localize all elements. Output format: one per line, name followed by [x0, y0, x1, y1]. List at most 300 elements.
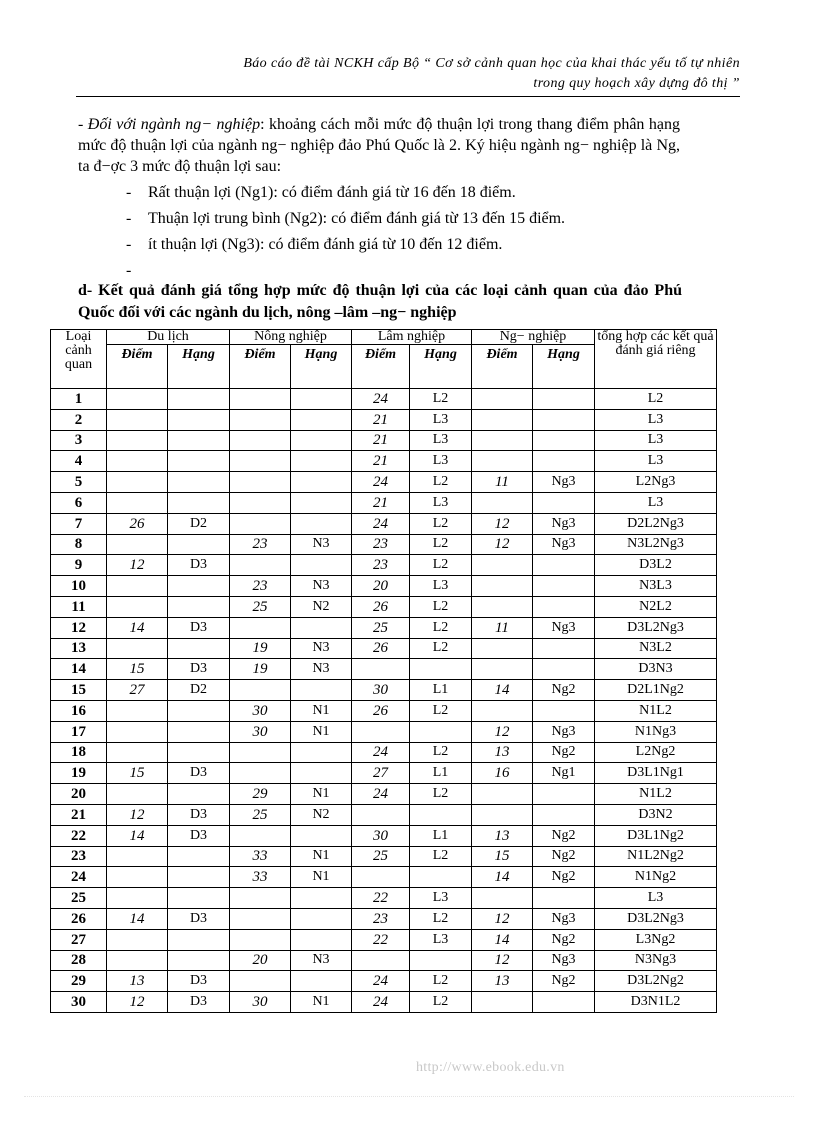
table-cell: 26: [352, 596, 410, 617]
table-cell: [472, 992, 533, 1013]
table-cell: [472, 638, 533, 659]
table-cell: 28: [51, 950, 107, 971]
table-cell: 27: [107, 680, 168, 701]
table-cell: 3: [51, 430, 107, 451]
table-cell: [107, 576, 168, 597]
table-cell: L3: [410, 888, 472, 909]
table-cell: [168, 492, 230, 513]
table-cell: 1: [51, 389, 107, 410]
table-cell: [230, 409, 291, 430]
table-cell: L3: [410, 451, 472, 472]
table-cell: 26: [352, 638, 410, 659]
table-cell: N1L2: [595, 784, 717, 805]
table-cell: [472, 430, 533, 451]
table-cell: D3L1Ng1: [595, 763, 717, 784]
table-cell: D3L2Ng2: [595, 971, 717, 992]
table-cell: L3: [410, 409, 472, 430]
table-row: [51, 617, 717, 638]
group-ngu-nghiep: Ng− nghiệp: [472, 330, 595, 345]
table-cell: N1Ng3: [595, 721, 717, 742]
table-cell: [472, 700, 533, 721]
table-cell: [410, 950, 472, 971]
table-cell: 9: [51, 555, 107, 576]
table-cell: [533, 888, 595, 909]
table-cell: [291, 680, 352, 701]
table-row: [51, 700, 717, 721]
table-row: [51, 430, 717, 451]
table-cell: L2: [410, 846, 472, 867]
table-cell: 22: [352, 929, 410, 950]
table-cell: Ng2: [533, 680, 595, 701]
table-cell: 24: [352, 513, 410, 534]
table-cell: D3: [168, 825, 230, 846]
table-cell: [472, 409, 533, 430]
col-tong-hop: tổng hợp các kết quả đánh giá riêng: [595, 330, 717, 389]
table-cell: 30: [230, 700, 291, 721]
table-cell: 30: [352, 825, 410, 846]
bullet-dash: -: [126, 210, 132, 227]
table-cell: 12: [107, 804, 168, 825]
results-table: [50, 329, 717, 1013]
table-cell: [230, 451, 291, 472]
table-cell: L2: [410, 472, 472, 493]
table-cell: Ng3: [533, 617, 595, 638]
table-cell: [472, 451, 533, 472]
table-cell: 13: [472, 971, 533, 992]
table-cell: N1Ng2: [595, 867, 717, 888]
table-cell: D3N3: [595, 659, 717, 680]
table-cell: 33: [230, 867, 291, 888]
table-cell: [472, 492, 533, 513]
table-row: [51, 513, 717, 534]
table-cell: [291, 430, 352, 451]
table-cell: 27: [51, 929, 107, 950]
table-cell: N3: [291, 950, 352, 971]
table-cell: D2L2Ng3: [595, 513, 717, 534]
table-cell: [107, 784, 168, 805]
table-cell: Ng3: [533, 950, 595, 971]
table-cell: 24: [352, 472, 410, 493]
table-cell: [230, 492, 291, 513]
table-cell: [230, 763, 291, 784]
table-cell: N3Ng3: [595, 950, 717, 971]
table-cell: [107, 867, 168, 888]
table-cell: 10: [51, 576, 107, 597]
table-cell: 24: [352, 784, 410, 805]
table-cell: 16: [472, 763, 533, 784]
table-cell: N3: [291, 534, 352, 555]
table-cell: [107, 700, 168, 721]
intro-lead: - Đối với ngành ng− nghiệp: [78, 116, 261, 133]
table-cell: [291, 908, 352, 929]
table-cell: 12: [472, 908, 533, 929]
table-row: [51, 472, 717, 493]
table-cell: Ng3: [533, 534, 595, 555]
table-cell: N1L2Ng2: [595, 846, 717, 867]
table-cell: L2: [410, 617, 472, 638]
table-cell: [107, 596, 168, 617]
table-cell: [168, 888, 230, 909]
table-cell: Ng3: [533, 472, 595, 493]
table-cell: 11: [472, 472, 533, 493]
table-cell: [410, 867, 472, 888]
sub-diem: Điểm: [107, 345, 168, 389]
table-cell: Ng2: [533, 825, 595, 846]
table-cell: N3: [291, 576, 352, 597]
table-cell: 12: [472, 534, 533, 555]
table-cell: [107, 929, 168, 950]
table-cell: [533, 596, 595, 617]
table-cell: D3N1L2: [595, 992, 717, 1013]
table-cell: Ng2: [533, 742, 595, 763]
criteria-text: Thuận lợi trung bình (Ng2): có điểm đánh giá từ 13 đến 15 điểm.: [148, 210, 566, 227]
table-cell: [291, 389, 352, 410]
table-cell: [472, 576, 533, 597]
table-cell: 22: [51, 825, 107, 846]
table-cell: [291, 472, 352, 493]
table-cell: [352, 867, 410, 888]
table-cell: L1: [410, 825, 472, 846]
table-cell: N3: [291, 659, 352, 680]
table-cell: L2: [410, 908, 472, 929]
table-cell: 22: [352, 888, 410, 909]
table-cell: 26: [352, 700, 410, 721]
table-cell: 15: [472, 846, 533, 867]
table-cell: D2: [168, 680, 230, 701]
table-cell: [533, 492, 595, 513]
table-cell: 21: [51, 804, 107, 825]
table-cell: 14: [107, 825, 168, 846]
table-cell: [352, 721, 410, 742]
table-cell: [230, 513, 291, 534]
table-cell: 4: [51, 451, 107, 472]
table-cell: [472, 596, 533, 617]
table-cell: L2: [410, 784, 472, 805]
bullet-dash: -: [126, 236, 132, 253]
table-cell: 13: [472, 742, 533, 763]
table-cell: [230, 680, 291, 701]
table-cell: Ng3: [533, 721, 595, 742]
table-cell: 16: [51, 700, 107, 721]
table-cell: N2: [291, 596, 352, 617]
table-cell: 15: [51, 680, 107, 701]
section-title: d- Kết quả đánh giá tổng hợp mức độ thuận lợi của các loại cảnh quan của đảo Phú Quốc đối với các ngành du lịch, nông –lâm –ng− nghiệp: [78, 282, 682, 321]
table-cell: N1: [291, 992, 352, 1013]
table-cell: [291, 555, 352, 576]
table-cell: D3: [168, 804, 230, 825]
table-cell: 30: [352, 680, 410, 701]
group-nong-nghiep: Nông nghiệp: [230, 330, 352, 345]
group-du-lich: Du lịch: [107, 330, 230, 345]
table-cell: 23: [230, 576, 291, 597]
table-cell: L3: [595, 888, 717, 909]
table-cell: [533, 430, 595, 451]
table-cell: [230, 389, 291, 410]
table-cell: 14: [472, 680, 533, 701]
table-row: [51, 784, 717, 805]
table-cell: 23: [352, 908, 410, 929]
table-cell: L3: [410, 492, 472, 513]
table-cell: L2Ng3: [595, 472, 717, 493]
table-cell: [533, 804, 595, 825]
sub-hang: Hạng: [533, 345, 595, 389]
table-cell: [168, 929, 230, 950]
table-row: [51, 596, 717, 617]
table-cell: N3: [291, 638, 352, 659]
table-cell: 14: [472, 929, 533, 950]
table-cell: 23: [352, 534, 410, 555]
table-cell: [291, 742, 352, 763]
sub-diem: Điểm: [352, 345, 410, 389]
table-cell: [230, 908, 291, 929]
table-cell: 27: [352, 763, 410, 784]
table-cell: D3L2: [595, 555, 717, 576]
table-cell: [168, 867, 230, 888]
table-cell: [168, 700, 230, 721]
table-cell: [291, 825, 352, 846]
table-cell: [352, 804, 410, 825]
table-cell: 14: [107, 908, 168, 929]
group-lam-nghiep: Lâm nghiệp: [352, 330, 472, 345]
table-cell: [472, 389, 533, 410]
table-cell: [533, 389, 595, 410]
table-cell: [168, 389, 230, 410]
criteria-text: ít thuận lợi (Ng3): có điểm đánh giá từ 10 đến 12 điểm.: [148, 236, 503, 253]
table-cell: [230, 971, 291, 992]
table-cell: 25: [352, 846, 410, 867]
table-cell: D3: [168, 617, 230, 638]
table-row: [51, 451, 717, 472]
table-cell: [168, 950, 230, 971]
table-cell: 6: [51, 492, 107, 513]
table-row: [51, 992, 717, 1013]
table-cell: N3L2: [595, 638, 717, 659]
table-cell: [168, 721, 230, 742]
table-cell: [291, 617, 352, 638]
table-cell: L2: [410, 555, 472, 576]
table-cell: 24: [352, 742, 410, 763]
table-cell: 12: [107, 992, 168, 1013]
table-cell: 21: [352, 492, 410, 513]
table-cell: N2L2: [595, 596, 717, 617]
table-cell: N1: [291, 700, 352, 721]
table-cell: L2: [595, 389, 717, 410]
table-cell: N3L2Ng3: [595, 534, 717, 555]
table-cell: [533, 700, 595, 721]
table-cell: 21: [352, 409, 410, 430]
table-cell: 20: [230, 950, 291, 971]
table-cell: [107, 409, 168, 430]
table-cell: [410, 804, 472, 825]
table-cell: [168, 534, 230, 555]
table-cell: [230, 430, 291, 451]
table-cell: D3: [168, 763, 230, 784]
table-cell: L2: [410, 992, 472, 1013]
table-cell: [107, 472, 168, 493]
table-row: [51, 867, 717, 888]
table-cell: [107, 492, 168, 513]
sub-hang: Hạng: [410, 345, 472, 389]
sub-hang: Hạng: [291, 345, 352, 389]
table-cell: 30: [230, 992, 291, 1013]
table-cell: [533, 638, 595, 659]
table-cell: 12: [472, 721, 533, 742]
table-cell: 26: [107, 513, 168, 534]
table-cell: [291, 451, 352, 472]
table-row: [51, 929, 717, 950]
table-cell: [107, 888, 168, 909]
table-cell: [168, 430, 230, 451]
table-cell: [107, 742, 168, 763]
table-cell: 17: [51, 721, 107, 742]
table-cell: D3L1Ng2: [595, 825, 717, 846]
table-cell: [168, 742, 230, 763]
table-cell: D3L2Ng3: [595, 617, 717, 638]
table-cell: [533, 555, 595, 576]
table-row: [51, 659, 717, 680]
table-row: [51, 534, 717, 555]
table-cell: D3N2: [595, 804, 717, 825]
table-cell: [107, 389, 168, 410]
table-cell: [291, 929, 352, 950]
table-cell: [291, 763, 352, 784]
table-cell: 11: [51, 596, 107, 617]
table-cell: 25: [51, 888, 107, 909]
table-cell: D3: [168, 555, 230, 576]
table-cell: L3: [595, 409, 717, 430]
sub-diem: Điểm: [230, 345, 291, 389]
table-cell: 12: [472, 513, 533, 534]
table-row: [51, 846, 717, 867]
criteria-item: [126, 232, 686, 258]
table-cell: 21: [352, 430, 410, 451]
table-row: [51, 804, 717, 825]
table-cell: L3: [595, 430, 717, 451]
header-rule: [76, 96, 740, 97]
table-row: [51, 555, 717, 576]
table-cell: 14: [472, 867, 533, 888]
table-cell: 24: [352, 971, 410, 992]
table-body: [51, 389, 717, 1013]
table-cell: [472, 784, 533, 805]
table-cell: N1: [291, 867, 352, 888]
table-cell: N3L3: [595, 576, 717, 597]
table-cell: [472, 888, 533, 909]
table-cell: [352, 659, 410, 680]
table-cell: D3: [168, 971, 230, 992]
table-cell: 23: [51, 846, 107, 867]
table-row: [51, 409, 717, 430]
table-row: [51, 908, 717, 929]
table-row: [51, 492, 717, 513]
table-cell: 18: [51, 742, 107, 763]
table-cell: [230, 888, 291, 909]
table-cell: [533, 451, 595, 472]
table-cell: 21: [352, 451, 410, 472]
table-cell: L3: [410, 430, 472, 451]
table-cell: [533, 784, 595, 805]
table-cell: [472, 555, 533, 576]
table-cell: D2L1Ng2: [595, 680, 717, 701]
table-cell: [168, 472, 230, 493]
table-cell: 12: [472, 950, 533, 971]
table-cell: [533, 409, 595, 430]
table-cell: L2: [410, 534, 472, 555]
table-row: [51, 888, 717, 909]
table-cell: D3: [168, 992, 230, 1013]
table-cell: D3: [168, 908, 230, 929]
table-cell: 8: [51, 534, 107, 555]
table-cell: 5: [51, 472, 107, 493]
table-cell: [107, 950, 168, 971]
table-cell: [107, 534, 168, 555]
table-cell: [291, 513, 352, 534]
table-cell: Ng3: [533, 513, 595, 534]
table-cell: 7: [51, 513, 107, 534]
table-row: [51, 638, 717, 659]
criteria-list: [126, 180, 686, 284]
table-cell: 20: [352, 576, 410, 597]
table-cell: Ng1: [533, 763, 595, 784]
table-cell: Ng2: [533, 846, 595, 867]
criteria-item: [126, 180, 686, 206]
table-cell: [168, 576, 230, 597]
table-cell: 14: [51, 659, 107, 680]
bullet-dash: -: [126, 184, 132, 201]
table-cell: Ng2: [533, 971, 595, 992]
footer-rule: [24, 1096, 794, 1097]
table-cell: L2: [410, 971, 472, 992]
table-row: [51, 576, 717, 597]
table-cell: [291, 409, 352, 430]
table-cell: 24: [352, 992, 410, 1013]
table-cell: Ng2: [533, 867, 595, 888]
table-row: [51, 721, 717, 742]
table-cell: L2: [410, 638, 472, 659]
table-cell: 11: [472, 617, 533, 638]
table-cell: [168, 451, 230, 472]
table-cell: [230, 742, 291, 763]
table-cell: L1: [410, 763, 472, 784]
table-cell: L2: [410, 389, 472, 410]
table-cell: 26: [51, 908, 107, 929]
table-cell: 25: [230, 596, 291, 617]
table-row: [51, 389, 717, 410]
table-cell: L2: [410, 700, 472, 721]
table-cell: 23: [352, 555, 410, 576]
table-cell: [410, 721, 472, 742]
table-cell: [533, 576, 595, 597]
table-cell: N1: [291, 721, 352, 742]
table-cell: [168, 846, 230, 867]
table-cell: L3: [410, 576, 472, 597]
table-cell: 20: [51, 784, 107, 805]
table-cell: 30: [230, 721, 291, 742]
criteria-text: Rất thuận lợi (Ng1): có điểm đánh giá từ 16 đến 18 điểm.: [148, 184, 516, 201]
footer-url: http://www.ebook.edu.vn: [416, 1060, 565, 1075]
table-cell: N1: [291, 784, 352, 805]
table-cell: [230, 472, 291, 493]
table-cell: 2: [51, 409, 107, 430]
table-cell: [230, 617, 291, 638]
table-cell: [472, 804, 533, 825]
table-cell: L3: [595, 451, 717, 472]
sub-hang: Hạng: [168, 345, 230, 389]
table-cell: Ng3: [533, 908, 595, 929]
table-cell: [291, 971, 352, 992]
table-cell: [291, 492, 352, 513]
table-cell: [168, 596, 230, 617]
